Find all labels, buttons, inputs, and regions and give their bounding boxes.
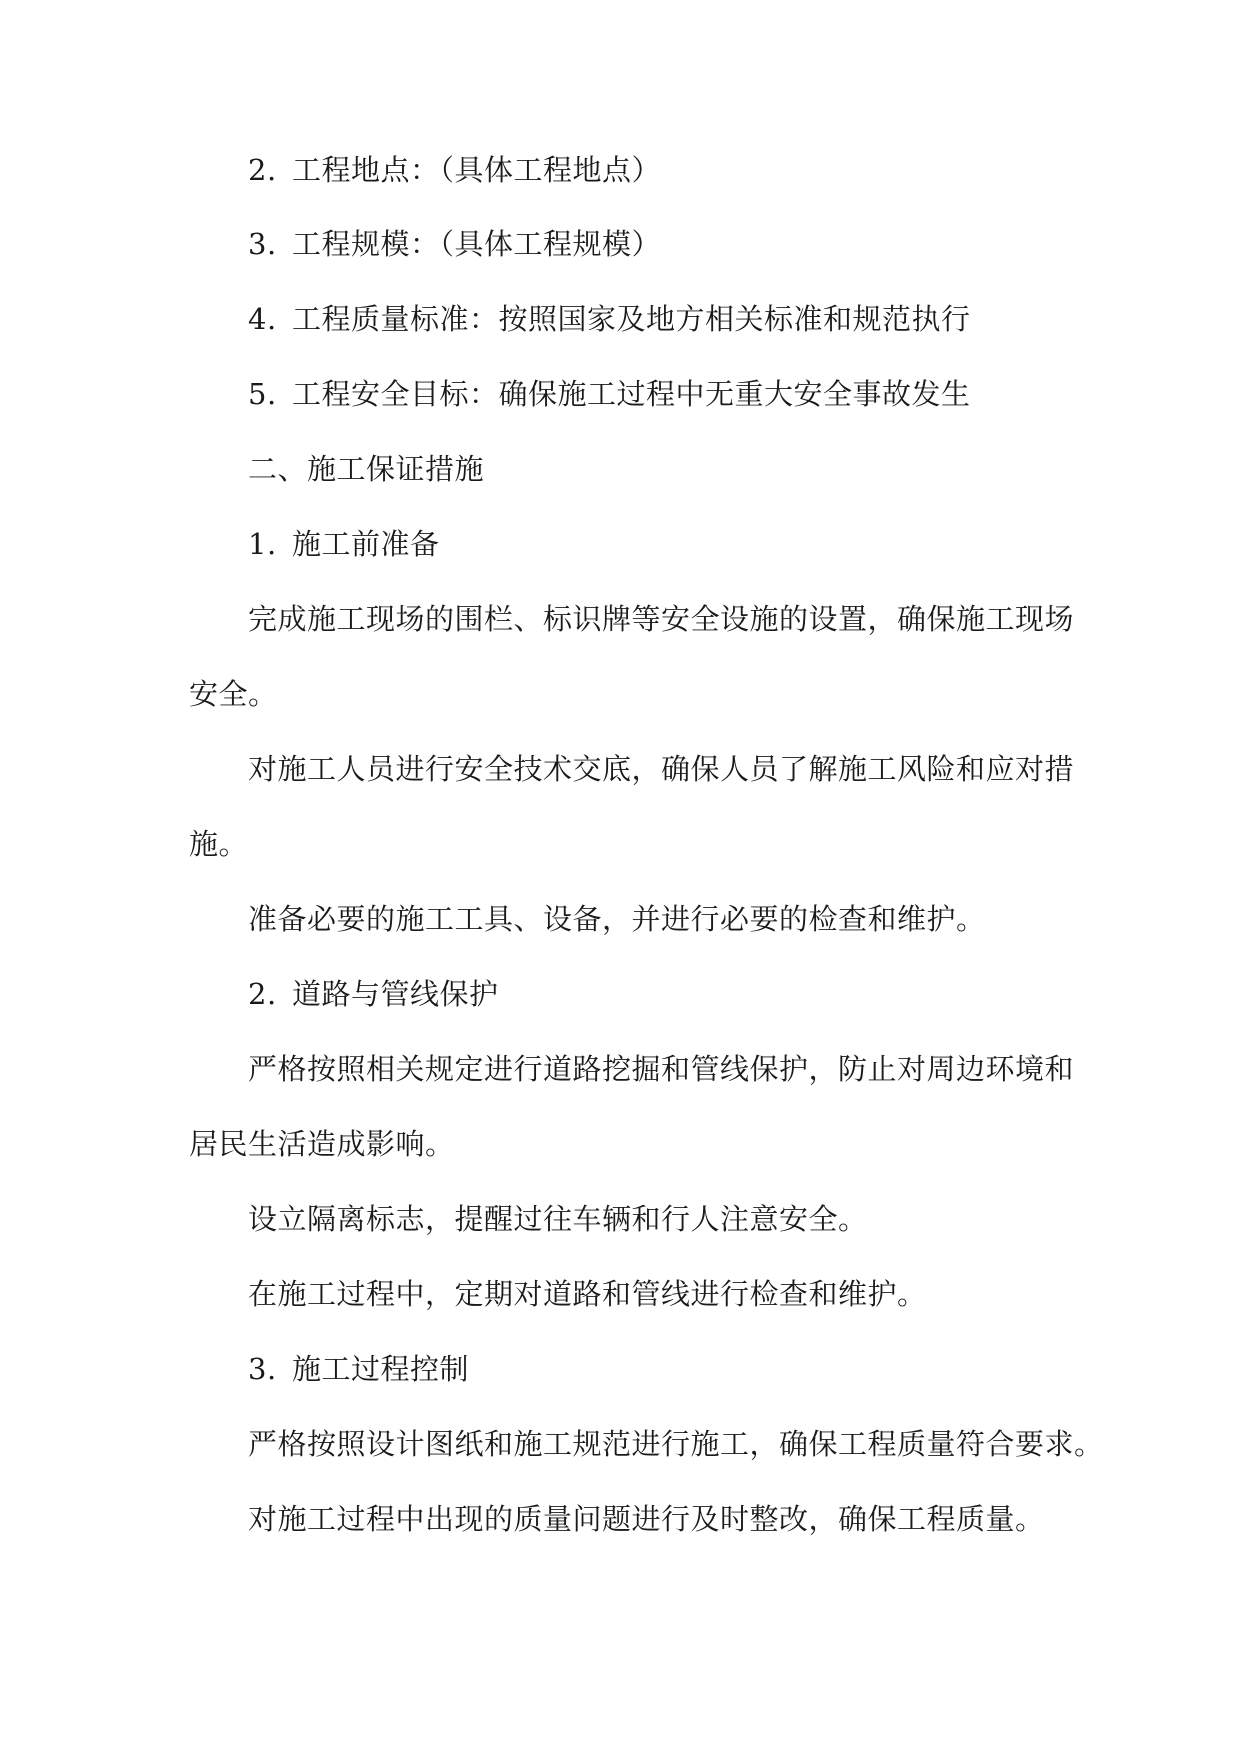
list-item-location [248,150,661,190]
section-heading: 二、施工保证措施 [248,452,485,486]
paragraph-line: 严格按照相关规定进行道路挖掘和管线保护，防止对周边环境和 [248,1052,1075,1086]
paragraph-line: 施。 [189,827,249,861]
paragraph: 设立隔离标志，提醒过往车辆和行人注意安全。 [248,1202,868,1236]
subsection-number: 3. [248,1352,277,1386]
list-text: 工程安全目标：确保施工过程中无重大安全事故发生 [292,377,971,411]
paragraph: 在施工过程中，定期对道路和管线进行检查和维护。 [248,1277,927,1311]
subsection-text: 施工过程控制 [292,1352,470,1386]
paragraph: 严格按照设计图纸和施工规范进行施工，确保工程质量符合要求。 [248,1427,1104,1461]
subsection-number: 1. [248,527,277,561]
paragraph-line: 安全。 [189,677,278,711]
subsection-text: 施工前准备 [292,527,440,561]
list-number: 5. [248,377,277,411]
paragraph-line: 对施工人员进行安全技术交底，确保人员了解施工风险和应对措 [248,752,1075,786]
paragraph: 对施工过程中出现的质量问题进行及时整改，确保工程质量。 [248,1502,1045,1536]
list-item-quality-standard [248,299,971,339]
subsection-heading-process-control [248,1349,469,1389]
list-number: 3. [248,227,277,261]
paragraph: 准备必要的施工工具、设备，并进行必要的检查和维护。 [248,902,986,936]
list-text: 工程地点：（具体工程地点） [292,153,662,187]
list-item-safety-target [248,374,971,414]
subsection-heading-preparation [248,524,440,564]
subsection-number: 2. [248,977,277,1011]
list-text: 工程质量标准：按照国家及地方相关标准和规范执行 [292,302,971,336]
list-number: 2. [248,153,277,187]
list-number: 4. [248,302,277,336]
subsection-heading-road-protection [248,974,499,1014]
list-item-scale [248,224,661,264]
list-text: 工程规模：（具体工程规模） [292,227,662,261]
paragraph-line: 完成施工现场的围栏、标识牌等安全设施的设置，确保施工现场 [248,602,1075,636]
paragraph-line: 居民生活造成影响。 [189,1127,455,1161]
subsection-text: 道路与管线保护 [292,977,499,1011]
